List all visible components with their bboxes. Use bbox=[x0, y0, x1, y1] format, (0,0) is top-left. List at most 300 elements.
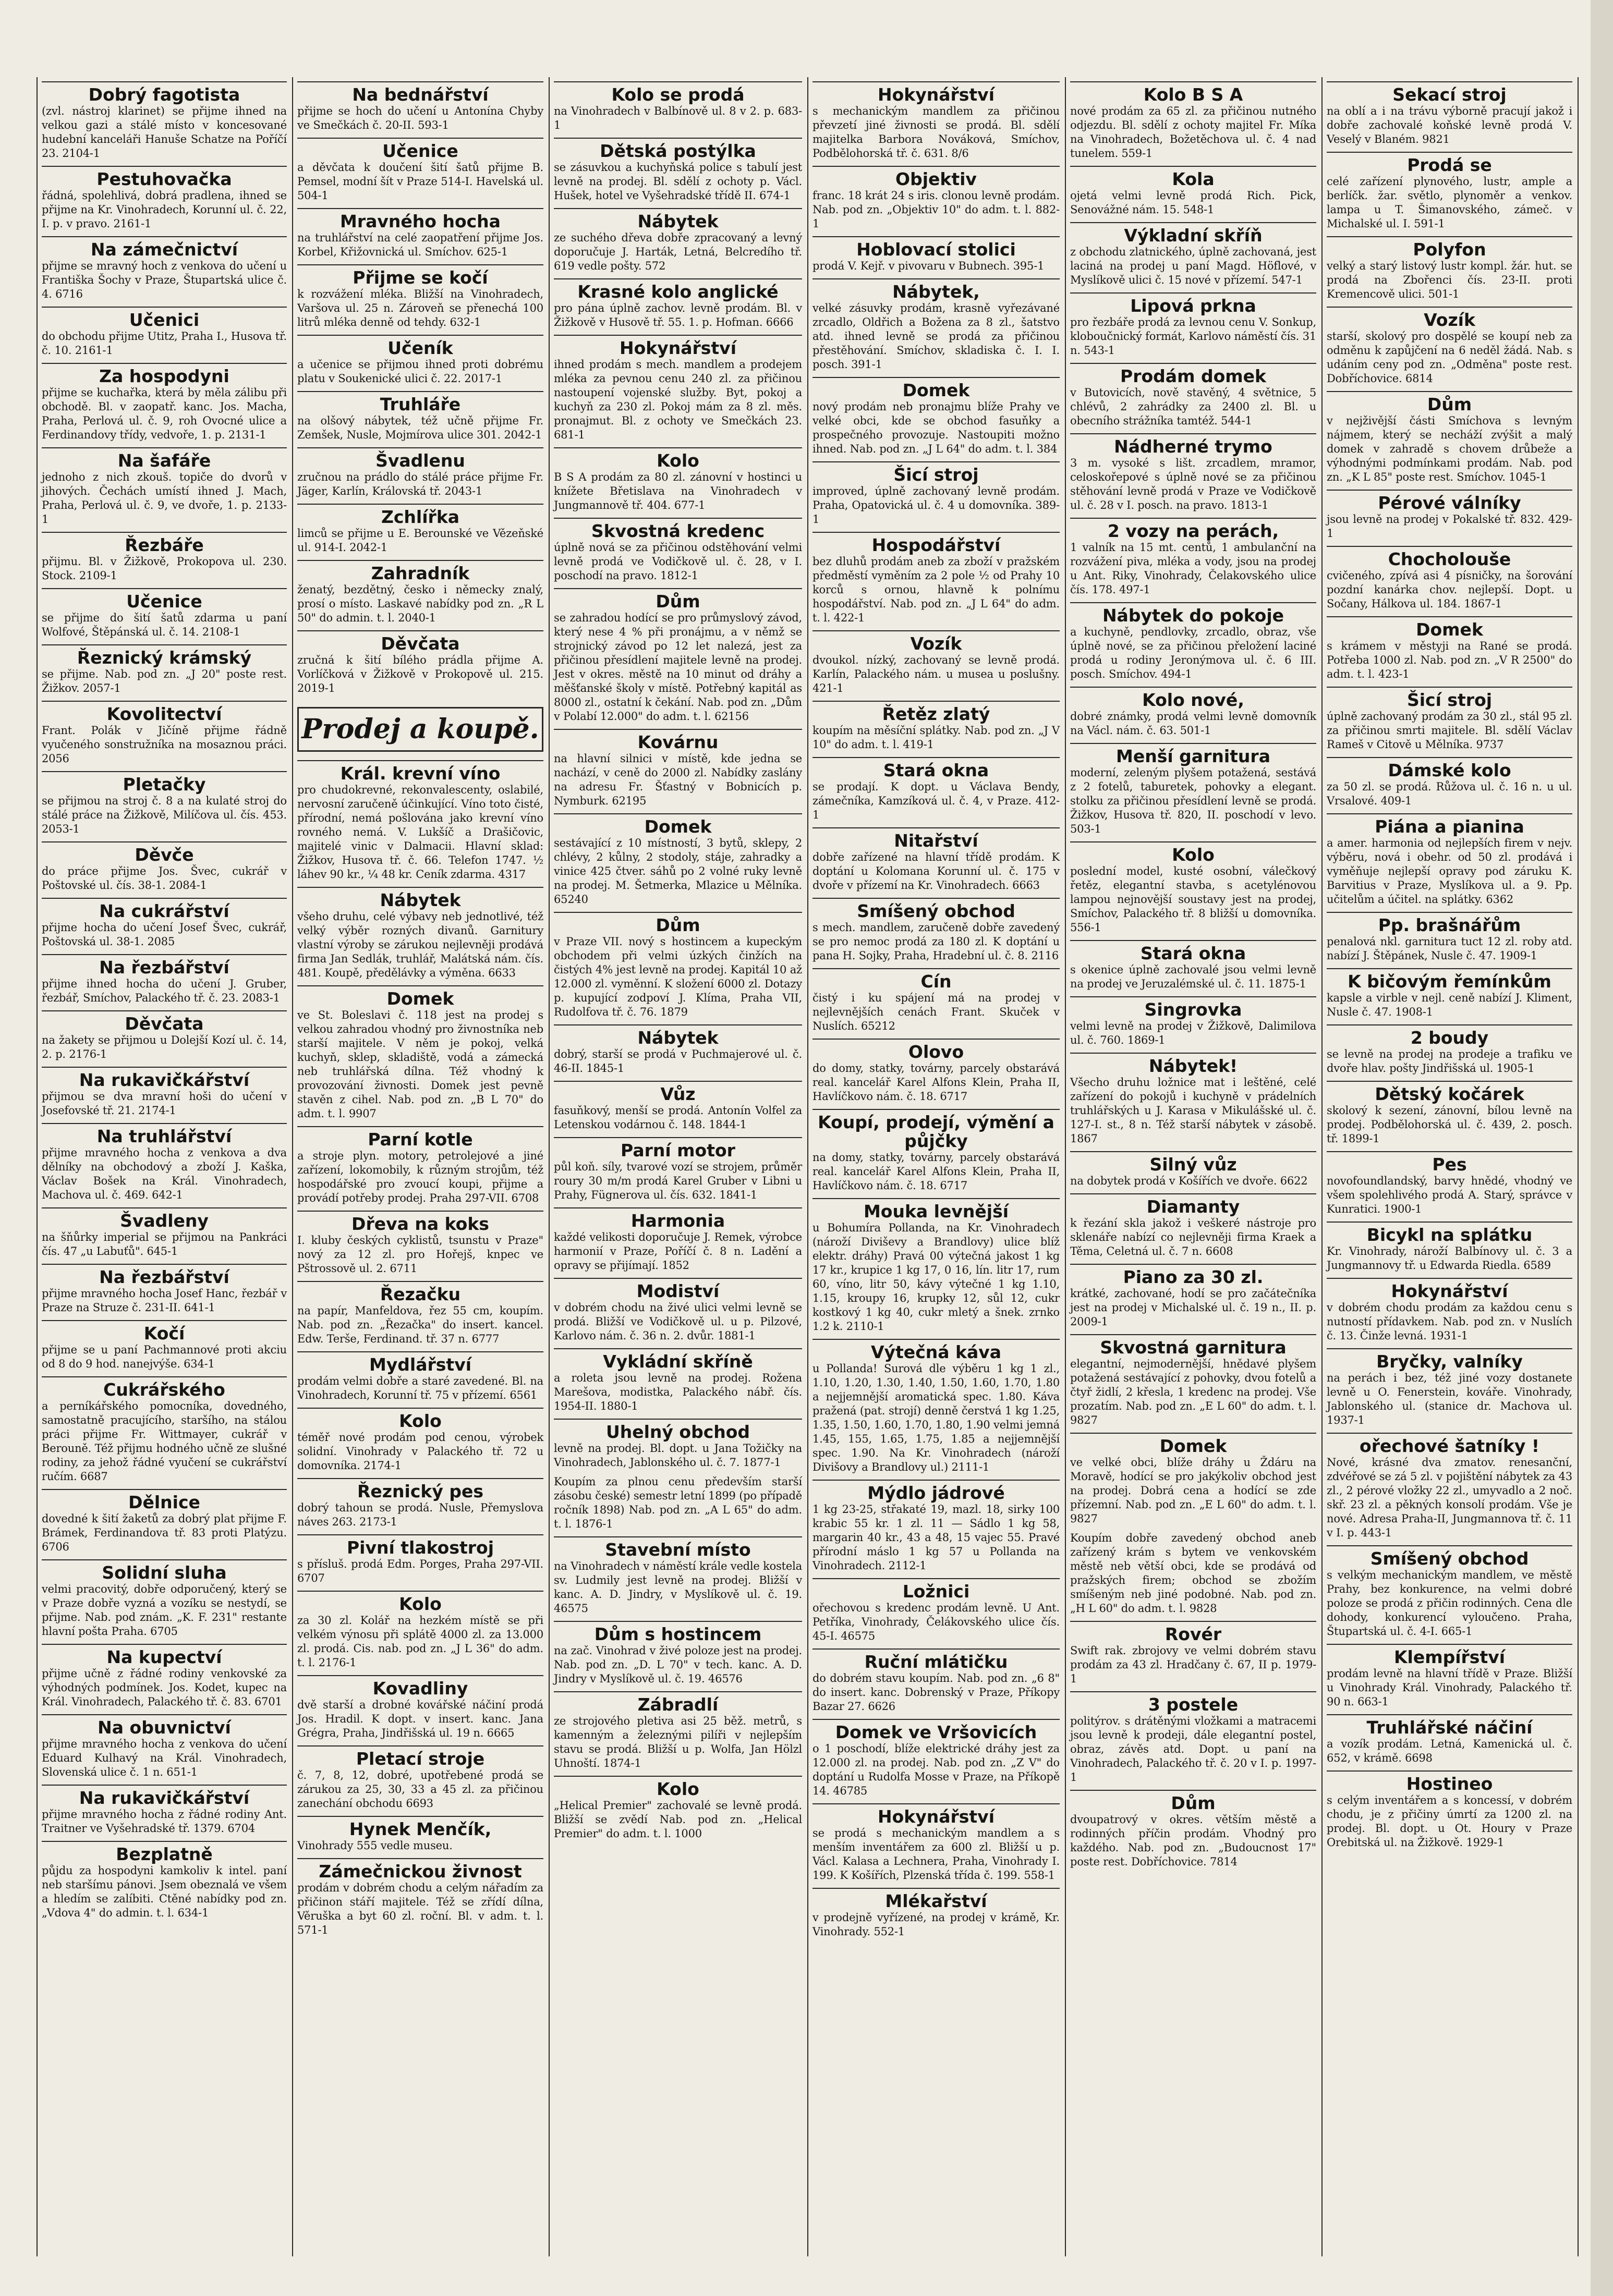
classified-ad bbox=[1070, 363, 1316, 428]
ad-heading: Lipová prkna bbox=[1070, 292, 1316, 315]
classified-ad bbox=[1327, 687, 1572, 752]
ad-body: a vozík prodám. Letná, Kamenická ul. č. 652, v krámě. 6698 bbox=[1327, 1738, 1572, 1764]
classified-ad bbox=[1070, 1053, 1316, 1146]
ad-heading: Silný vůz bbox=[1070, 1151, 1316, 1174]
ad-heading: Hynek Menčík, bbox=[297, 1816, 543, 1839]
ad-heading: Mouka levnější bbox=[812, 1198, 1060, 1221]
ad-body: velmi pracovitý, dobře odporučený, který se v Praze dobře vyzná a vozíku se nestydí, se přijme. Nab. pod znám. „K. F. 231" restante hlavní pošta Praha. 6705 bbox=[42, 1583, 287, 1638]
ad-body: na šňůrky imperial se přijmou na Pankráci čís. 47 „u Labuťů". 645-1 bbox=[42, 1231, 287, 1257]
ad-body: prodám levně na hlavní třídě v Praze. Bližší u Vinohrady Král. Vinohrady, Palackého tř. 90 n. 663-1 bbox=[1327, 1667, 1572, 1708]
ad-body: na oblí a i na trávu výborně pracují jakož i dobře zachovalé koňské levně prodá V. Veselý v Blaném. 9821 bbox=[1327, 105, 1572, 145]
ad-heading: Na šafáře bbox=[42, 447, 287, 470]
ad-body: za 50 zl. se prodá. Růžova ul. č. 16 n. u ul. Vrsalové. 409-1 bbox=[1327, 780, 1572, 807]
ad-heading: Kovadliny bbox=[297, 1675, 543, 1698]
ad-heading: Dům bbox=[554, 588, 802, 611]
ad-heading: Děvčata bbox=[42, 1010, 287, 1033]
classified-ad bbox=[554, 138, 802, 203]
ad-body: (zvl. nástroj klarinet) se přijme ihned na velkou gazi a stálé místo v koncesované hudební kanceláři Hanuše Schatze na Poříčí 23. 2104-1 bbox=[42, 105, 287, 160]
ad-body: jsou levně na prodej v Pokalské tř. 832. 429-1 bbox=[1327, 513, 1572, 540]
classified-ad bbox=[1327, 490, 1572, 541]
ad-heading: Skvostná kredenc bbox=[554, 518, 802, 541]
classified-ad bbox=[42, 1207, 287, 1259]
ad-body: řádná, spolehlivá, dobrá pradlena, ihned se přijme na Kr. Vinohradech, Korunní ul. č. 22, I. p. v pravo. 2161-1 bbox=[42, 189, 287, 230]
ad-body: přijme učně z řádné rodiny venkovské za výhodných podmínek. Jos. Kodet, kupec na Král. Vinohradech, Palackého tř. č. 83. 6701 bbox=[42, 1667, 287, 1708]
ad-heading: Objektiv bbox=[812, 166, 1060, 189]
ad-body: ojetá velmi levně prodá Rich. Pick, Senovážné nám. 15. 548-1 bbox=[1070, 189, 1316, 216]
classified-ad bbox=[1327, 1081, 1572, 1146]
classified-ad bbox=[42, 1841, 287, 1920]
ad-body: přijme se hoch do učení u Antonína Chyby ve Smečkách č. 20-II. 593-1 bbox=[297, 105, 543, 131]
classified-ad bbox=[1327, 1278, 1572, 1343]
ad-body: se prodají. K dopt. u Václava Bendy, zámečníka, Kamzíková ul. č. 4, v Praze. 412-1 bbox=[812, 780, 1060, 821]
ad-body: v Butovicích, nově stavěný, 4 světnice, 5 chlévů, 2 zahrádky za 2400 zl. Bl. u obecního strážníka tamtéž. 544-1 bbox=[1070, 386, 1316, 427]
ad-body: jednoho z nich zkouš. topiče do dvorů v jihových. Čechách umístí ihned J. Mach, Praha, Perlová ul. č. 9, ve dvoře, 1. p. 2133-1 bbox=[42, 471, 287, 526]
ad-heading: Dům bbox=[1070, 1790, 1316, 1813]
classified-ad bbox=[1070, 841, 1316, 935]
ad-body: Koupím dobře zavedený obchod aneb zařízený krám s bytem ve venkovském městě neb větší obci, kde se prodává od pražských firem; obchod se zbožím smíšeným neb jiné podobné. Nab. pod zn. „H L 60" do adm. t. l. 9828 bbox=[1070, 1532, 1316, 1615]
ad-body: s přísluš. prodá Edm. Porges, Praha 297-VII. 6707 bbox=[297, 1558, 543, 1584]
ad-body: z obchodu zlatnického, úplně zachovaná, jest laciná na prodej u paní Magd. Höflové, v Myslíkově ulici č. 15 nové v přízemí. 547-1 bbox=[1070, 246, 1316, 286]
ad-body: na truhlářství na celé zaopatření přijme Jos. Korbel, Křižovnická ul. Smíchov. 625-1 bbox=[297, 231, 543, 258]
ad-body: pro pána úplně zachov. levně prodám. Bl. v Žižkově v Husově tř. 55. 1. p. Hofman. 6666 bbox=[554, 302, 802, 328]
classified-ad bbox=[297, 335, 543, 386]
ad-heading: Šicí stroj bbox=[1327, 687, 1572, 710]
ad-heading: Na bednářství bbox=[297, 81, 543, 104]
ad-heading: Piána a pianina bbox=[1327, 813, 1572, 836]
ad-body: na domy, statky, továrny, parcely obstarává real. kancelář Karel Alfons Klein, Praha II, Havlíčkovo nám. č. 18. 6717 bbox=[812, 1151, 1060, 1192]
ad-body: pro chudokrevné, rekonvalescenty, oslabilé, nervosní zaručeně účinkující. Víno toto čisté, přírodní, nemá pošlována jako krevní víno rovného nemá. V. Lukšíč a Drašičovic, majitelé vinic v Dalmacii. Hlavní sklad: Žižkov, Husova tř. č. 66. Telefon 1747. ½ láhev 90 kr., ¼ 48 kr. Ceník zdarma. 4317 bbox=[297, 784, 543, 881]
ad-heading: Švadlenu bbox=[297, 447, 543, 470]
classified-ad bbox=[297, 887, 543, 980]
classified-ad bbox=[554, 1776, 802, 1841]
ad-body: v Praze VII. nový s hostincem a kupeckým obchodem při velmi úzkých činžích na čistých 4% jest levně na prodej. Kapitál 10 až 12.000 zl. vyměnní. K složení 6000 zl. Dotazy p. kupující zodpoví J. Klíma, Praha VII, Rudolfova tř. č. 76. 1879 bbox=[554, 935, 802, 1018]
classified-ad bbox=[554, 81, 802, 132]
classified-ad bbox=[812, 1480, 1060, 1573]
ad-body: přijme mravného hocha Josef Hanc, řezbář v Praze na Struze č. 231-II. 641-1 bbox=[42, 1287, 287, 1314]
ad-heading: Nábytek do pokoje bbox=[1070, 602, 1316, 625]
ad-heading: Dělnice bbox=[42, 1489, 287, 1512]
ad-heading: Harmonia bbox=[554, 1207, 802, 1230]
classified-ad bbox=[1327, 152, 1572, 231]
ad-heading: Diamanty bbox=[1070, 1193, 1316, 1216]
ad-body: s mechanickým mandlem za přičinou převzetí jiné živnosti se prodá. Bl. sdělí majitelka Barbora Nováková, Smíchov, Podbělohorská tř. č. 631. 8/6 bbox=[812, 105, 1060, 160]
ad-heading: Cín bbox=[812, 968, 1060, 991]
ad-heading: Kočí bbox=[42, 1320, 287, 1343]
ad-heading: Na kupectví bbox=[42, 1644, 287, 1667]
ad-heading: Piano za 30 zl. bbox=[1070, 1264, 1316, 1287]
ad-heading: Šicí stroj bbox=[812, 461, 1060, 484]
ad-body: a amer. harmonia od nejlepších firem v nejv. výběru, nová i obehr. od 50 zl. prodává i vyměňuje nejlepší opravy pod záruku K. Barvitius v Praze, Myslíkova ul. a 9. Pp. učitelům a účitel. na splátky. 6362 bbox=[1327, 837, 1572, 906]
classified-ad bbox=[1070, 166, 1316, 217]
classified-ad bbox=[42, 307, 287, 358]
ad-heading: Hostineo bbox=[1327, 1770, 1572, 1793]
classified-ad bbox=[812, 461, 1060, 527]
newspaper-page bbox=[37, 77, 1579, 2256]
ad-body: skolový k sezení, zánovní, bílou levně na prodej. Podbělohorská ul. č. 439, 2. posch. tř. 1899-1 bbox=[1327, 1104, 1572, 1145]
ad-heading: Za hospodyni bbox=[42, 363, 287, 386]
ad-heading: Hokynářství bbox=[1327, 1278, 1572, 1301]
ad-heading: 2 boudy bbox=[1327, 1024, 1572, 1047]
classified-ad bbox=[554, 1024, 802, 1076]
ad-heading: Krasné kolo anglické bbox=[554, 278, 802, 301]
ad-heading: Domek bbox=[1327, 616, 1572, 639]
ad-body: na žakety se přijmou u Dolejší Kozí ul. č. 14, 2. p. 2176-1 bbox=[42, 1034, 287, 1060]
classified-ad bbox=[297, 1211, 543, 1276]
classified-ad bbox=[554, 1278, 802, 1343]
ad-body: čistý i ku spájení má na prodej v nejlevnějších cenách Frant. Skuček v Nuslích. 65212 bbox=[812, 992, 1060, 1032]
ad-heading: Mydlářství bbox=[297, 1351, 543, 1374]
classified-ad bbox=[42, 1644, 287, 1709]
ad-body: 1 kg 23-25, střakaté 19, mazl. 18, sirky 100 krabic 55 kr. 1 zl. 11 — Sádlo 1 kg 58, margarin 40 kr., 43 a 48, 15 vajec 55. Pravé přírodní máslo 1 kg 57 u Pollanda na Vinohradech. 2112-1 bbox=[812, 1503, 1060, 1572]
ad-body: zručná k šití bílého prádla přijme A. Vorlíčková v Žižkově v Prokopově ul. 215. 2019-1 bbox=[297, 654, 543, 694]
ad-body: půl koň. síly, tvarové vozí se strojem, průměr roury 30 m/m prodá Karel Gruber v Libni u Prahy, Fügnerova ul. čís. 632. 1841-1 bbox=[554, 1161, 802, 1201]
ad-heading: Solidní sluha bbox=[42, 1559, 287, 1582]
ad-heading: Kovárnu bbox=[554, 729, 802, 752]
ad-body: politýrov. s drátěnými vložkami a matracemi jsou levně k prodeji, dále elegantní postel, obraz, závěs atd. Dopt. u paní na Vinohradech, Palackého tř. č. 20 v I. p. 1997-1 bbox=[1070, 1715, 1316, 1784]
ad-body: v prodejně vyřízené, na prodej v krámě, Kr. Vinohrady. 552-1 bbox=[812, 1911, 1060, 1938]
ad-heading: Chocholouše bbox=[1327, 546, 1572, 569]
ad-body: se přijme. Nab. pod zn. „J 20" poste rest. Žižkov. 2057-1 bbox=[42, 668, 287, 694]
classified-ad bbox=[554, 1207, 802, 1273]
ad-heading: Na řezbářství bbox=[42, 954, 287, 977]
ad-heading: Kolo B S A bbox=[1070, 81, 1316, 104]
ad-body: přijmou se dva mravní hoši do učení v Josefovské tř. 21. 2174-1 bbox=[42, 1090, 287, 1117]
ad-heading: Vykládní skříně bbox=[554, 1348, 802, 1371]
ad-heading: Dům s hostincem bbox=[554, 1621, 802, 1644]
ad-heading: Domek bbox=[1070, 1433, 1316, 1456]
ad-body: velmi levně na prodej v Žižkově, Dalimilova ul. č. 760. 1869-1 bbox=[1070, 1020, 1316, 1046]
classified-ad bbox=[42, 1714, 287, 1779]
classified-ad bbox=[554, 1621, 802, 1686]
classified-ad bbox=[42, 898, 287, 949]
classified-ad bbox=[554, 447, 802, 512]
ad-body: nový prodám neb pronajmu blíže Prahy ve velké obci, kde se obchod fasuňky a prospečného provozuje. Nastoupiti možno ihned. Nab. pod zn. „J L 64" do adm. t. l. 384 bbox=[812, 400, 1060, 455]
ad-heading: Stavební místo bbox=[554, 1536, 802, 1559]
classified-ad bbox=[297, 138, 543, 203]
ad-heading: Skvostná garnitura bbox=[1070, 1334, 1316, 1357]
ad-heading: Výkladní skříň bbox=[1070, 222, 1316, 245]
ad-body: dvoupatrový v okres. větším městě a rodinných příčin prodám. Vhodný pro každého. Nab. pod zn. „Budoucnost 17" poste rest. Dobříchovice. 7814 bbox=[1070, 1813, 1316, 1868]
ad-heading: Řezačku bbox=[297, 1281, 543, 1304]
ad-body: s mech. mandlem, zaručeně dobře zavedený se pro nemoc prodá za 180 zl. K doptání u pana H. Sojky, Praha, Hradební ul. č. 8. 2116 bbox=[812, 921, 1060, 962]
classified-ad bbox=[812, 1339, 1060, 1474]
ad-body: na Vinohradech v Balbínově ul. 8 v 2. p. 683-1 bbox=[554, 105, 802, 131]
ad-body: půjdu za hospodyni kamkoliv k intel. paní neb staršímu pánovi. Jsem obeznalá ve všem a hledím se zalíbiti. Ctěné nabídky pod zn. „Vdova 4" do admin. t. l. 634-1 bbox=[42, 1864, 287, 1919]
classified-ad bbox=[1327, 546, 1572, 611]
classified-ad bbox=[42, 236, 287, 301]
ad-heading: Pletačky bbox=[42, 771, 287, 794]
ad-heading: Na zámečnictví bbox=[42, 236, 287, 259]
classified-ad bbox=[812, 701, 1060, 752]
ad-body: „Helical Premier" zachovalé se levně prodá. Bližší se zvědí Nab. pod zn. „Helical Premier" do adm. t. l. 1000 bbox=[554, 1799, 802, 1840]
ad-body: všeho druhu, celé výbavy neb jednotlivé, též velký výběr rozných divanů. Garnitury vlastní výroby se zárukou nejlevněji prodává firma Jan Sedlák, truhlář, Malátská nám. čís. 481. Koupě, předělávky a výměna. 6633 bbox=[297, 910, 543, 979]
section-banner: Prodej a koupě. bbox=[297, 707, 543, 752]
ad-body: krátké, zachované, hodí se pro začátečníka jest na prodej v Michalské ul. č. 19 n., II. p. 2009-1 bbox=[1070, 1287, 1316, 1328]
classified-ad bbox=[297, 760, 543, 882]
classified-ad bbox=[1070, 1151, 1316, 1188]
classified-ad bbox=[1327, 1151, 1572, 1216]
ad-heading: Mýdlo jádrové bbox=[812, 1480, 1060, 1503]
ad-body: se přijmou na stroj č. 8 a na kulaté stroj do stálé práce na Žižkově, Milíčova ul. čís. 453. 2053-1 bbox=[42, 795, 287, 835]
classified-ad bbox=[297, 1126, 543, 1205]
ad-body: do domy, statky, továrny, parcely obstarává real. kancelář Karel Alfons Klein, Praha II, Havlíčkovo nám. č. 18. 6717 bbox=[812, 1062, 1060, 1103]
classified-ad bbox=[554, 1475, 802, 1531]
classified-ad bbox=[42, 1320, 287, 1371]
ad-heading: Stará okna bbox=[812, 757, 1060, 780]
ad-body: k rozvážení mléka. Bližší na Vinohradech, Varšova ul. 25 n. Zároveň se přenechá 100 litrů mléka denně od tehdy. 632-1 bbox=[297, 288, 543, 328]
ad-body: u Pollanda! Surová dle výběru 1 kg 1 zl., 1.10, 1.20, 1.30, 1.40, 1.50, 1.60, 1.70, 1.80 a nejjemnější aromatická spec. 1.80. Káva pražená (pat. strojí) denně čerstvá 1 kg 1.25, 1.35, 1.50, 1.60, 1.70, 1.80, 1.90 velmi jemná 1.45, 155, 1.65, 1.75, 1.85 a nejjemnější spec. 1.90. Na Kr. Vinohradech (nároží Divišovy a Brandlovy ul.) 2111-1 bbox=[812, 1362, 1060, 1473]
classified-ad bbox=[42, 1785, 287, 1836]
classified-ad bbox=[1070, 292, 1316, 358]
ad-body: poslední model, kusté osobní, válečkový řetěz, elegantní stavba, s acetylénovou lampou nejnovější soustavy jest na prodej, Smíchov, Palackého tř. 8 bližší u domovníka. 556-1 bbox=[1070, 865, 1316, 934]
ad-body: v dobrém chodu na živé ulici velmi levně se prodá. Bližší ve Vodičkově ul. u p. Pilzové, Karlovo nám. č. 36 n. 2. dvůr. 1881-1 bbox=[554, 1301, 802, 1342]
classified-ad bbox=[812, 968, 1060, 1033]
ad-body: přijmu. Bl. v Žižkově, Prokopova ul. 230. Stock. 2109-1 bbox=[42, 555, 287, 582]
ad-heading: Truhlářské náčiní bbox=[1327, 1714, 1572, 1737]
ad-body: elegantní, nejmodernější, hnědavé plyšem potažená sestávající z pohovky, dvou fotelů a čtyř židlí, 2 křesla, 1 kredenc na prodej. Vše prozatím. Nab. pod zn. „E L 60" do adm. t. l. 9827 bbox=[1070, 1358, 1316, 1426]
classified-ad bbox=[1070, 1531, 1316, 1616]
ad-heading: Na rukavičkářství bbox=[42, 1785, 287, 1808]
ad-body: na olšový nábytek, též učně přijme Fr. Zemšek, Nusle, Mojmírova ulice 301. 2042-1 bbox=[297, 414, 543, 441]
ad-heading: Olovo bbox=[812, 1039, 1060, 1061]
ad-body: se zásuvkou a kuchyňská police s tabulí jest levně na prodej. Bl. sdělí z ochoty p. Václ. Hušek, hotel ve Vyšehradské třídě II. 674-1 bbox=[554, 161, 802, 202]
classified-ad bbox=[1070, 81, 1316, 161]
ad-heading: Pérové válníky bbox=[1327, 490, 1572, 512]
ad-heading: Vozík bbox=[1327, 307, 1572, 329]
ad-body: Kr. Vinohrady, nároží Balbínovy ul. č. 3 a Jungmannovy tř. u Edwarda Riedla. 6589 bbox=[1327, 1245, 1572, 1272]
ad-heading: Přijme se kočí bbox=[297, 264, 543, 287]
classified-ad bbox=[554, 729, 802, 808]
classified-ad bbox=[1070, 602, 1316, 681]
classified-ad bbox=[1070, 1193, 1316, 1259]
classified-ad bbox=[812, 630, 1060, 695]
ad-body: prodá V. Kejř. v pivovaru v Bubnech. 395-1 bbox=[812, 260, 1045, 272]
ad-body: velký a starý listový lustr kompl. žár. hut. se prodá na Zbořenci čís. 23-II. proti Kremencově ulici. 501-1 bbox=[1327, 260, 1572, 300]
ad-body: a roleta jsou levně na prodej. Rožena Marešova, modistka, Palackého nábř. čís. 1954-II. 1880-1 bbox=[554, 1372, 802, 1412]
ad-body: prodám velmi dobře a staré zavedené. Bl. na Vinohradech, Korunní tř. 75 v přízemí. 6561 bbox=[297, 1375, 543, 1401]
ad-heading: Pletací stroje bbox=[297, 1745, 543, 1768]
ad-body: koupím na měsíční splátky. Nab. pod zn. „J V 10" do adm. t. l. 419-1 bbox=[812, 724, 1060, 751]
ad-heading: Hokynářství bbox=[554, 335, 802, 358]
classified-ad bbox=[42, 588, 287, 639]
ad-heading: Polyfon bbox=[1327, 236, 1572, 259]
classified-ad bbox=[297, 1816, 543, 1853]
ad-body: celé zařízení plynového, lustr, ample a berlíčk. žar. světlo, plynoměr a venkov. lampa u T. Šimanovského, zámeč. v Michalské ul. I. 591-1 bbox=[1327, 175, 1572, 230]
ad-heading: Cukrářského bbox=[42, 1376, 287, 1399]
ad-body: dobrý tahoun se prodá. Nusle, Přemyslova náves 263. 2173-1 bbox=[297, 1501, 543, 1528]
ad-body: improved, úplně zachovaný levně prodám. Praha, Opatovická ul. č. 4 u domovníka. 389-1 bbox=[812, 485, 1060, 526]
classified-ad bbox=[1070, 222, 1316, 287]
classified-ad bbox=[812, 757, 1060, 822]
ad-heading: Řeznický pes bbox=[297, 1478, 543, 1501]
classified-ad bbox=[1070, 1790, 1316, 1869]
classified-ad bbox=[812, 1039, 1060, 1104]
ad-heading: Král. krevní víno bbox=[297, 760, 543, 783]
classified-ad bbox=[812, 1719, 1060, 1798]
ad-heading: Bryčky, valníky bbox=[1327, 1348, 1572, 1371]
ad-body: na hlavní silnici v místě, kde jedna se nachází, v ceně do 2000 zl. Nabídky zaslány na adresu Fr. Šťastný v Bobnicích p. Nymburk. 62195 bbox=[554, 752, 802, 807]
ad-heading: Hokynářství bbox=[812, 81, 1060, 104]
ad-heading: 2 vozy na perách, bbox=[1070, 518, 1316, 541]
ad-heading: Parní motor bbox=[554, 1137, 802, 1160]
classified-ad bbox=[42, 841, 287, 893]
ad-heading: Pivní tlakostroj bbox=[297, 1534, 543, 1557]
ad-heading: Prodám domek bbox=[1070, 363, 1316, 386]
classified-ad bbox=[297, 1675, 543, 1740]
ad-heading: Nábytek! bbox=[1070, 1053, 1316, 1076]
classified-ad bbox=[297, 391, 543, 442]
ad-heading: Bicykl na splátku bbox=[1327, 1222, 1572, 1244]
ad-body: dovedné k šití žaketů za dobrý plat přijme F. Brámek, Ferdinandova tř. 83 proti Platýzu. 6706 bbox=[42, 1512, 287, 1553]
ad-heading: Mravného hocha bbox=[297, 208, 543, 231]
classified-ad bbox=[1327, 813, 1572, 907]
classified-ad bbox=[1327, 912, 1572, 963]
classified-ad bbox=[812, 278, 1060, 372]
ad-heading: Zchlířka bbox=[297, 504, 543, 527]
classified-ad bbox=[1070, 1691, 1316, 1785]
ad-body: ve velké obci, blíže dráhy u Ždáru na Moravě, hodící se pro jakýkoliv obchod jest na prodej. Dobrá cena a hodící se zde přízemní. Nab. pod zn. „E L 60" do adm. t. l. 9827 bbox=[1070, 1456, 1316, 1525]
ad-body: přijme mravného hocha z venkova a dva dělníky na obchodový a zboží J. Kaška, Václav Bošek na Král. Vinohradech, Machova ul. č. 469. 642-1 bbox=[42, 1146, 287, 1201]
ad-heading: Ložnici bbox=[812, 1578, 1060, 1601]
ad-body: B S A prodám za 80 zl. zánovní v hostinci u knížete Břetislava na Vinohradech v Jungmannově tř. 404. 677-1 bbox=[554, 471, 802, 511]
classified-ad bbox=[554, 1536, 802, 1616]
ad-heading: K bičovým řemínkům bbox=[1327, 968, 1572, 991]
classified-ad bbox=[42, 1559, 287, 1639]
ad-body: se levně na prodej na prodeje a trafiku ve dvoře hlav. pošty Jindřišská ul. 1905-1 bbox=[1327, 1048, 1572, 1074]
ad-heading: Domek bbox=[554, 813, 802, 836]
column-3 bbox=[550, 77, 808, 2256]
ad-body: na zač. Vinohrad v živé poloze jest na prodej. Nab. pod zn. „D. L 70" v tech. kanc. A. D. Jindry v Myslíkově ul. č. 19. 46576 bbox=[554, 1644, 802, 1685]
column-4 bbox=[808, 77, 1066, 2256]
ad-heading: Na rukavičkářství bbox=[42, 1067, 287, 1090]
ad-heading: Menší garnitura bbox=[1070, 743, 1316, 766]
classified-ad bbox=[1070, 1264, 1316, 1329]
ad-body: se přijme do šití šatů zdarma u paní Wolfové, Štěpánská ul. č. 14. 2108-1 bbox=[42, 612, 287, 638]
ad-heading: Sekací stroj bbox=[1327, 81, 1572, 104]
ad-body: sestávající z 10 místností, 3 bytů, sklepy, 2 chlévy, 2 kůlny, 2 stodoly, stáje, zahradky a vinice 425 čtver. sáhů po 2 volné ruky levně na prodej. M. Šetmerka, Mlazice u Mělníka. 65240 bbox=[554, 837, 802, 906]
classified-ad bbox=[297, 1408, 543, 1473]
classified-ad bbox=[554, 1419, 802, 1470]
ad-body: přijme ihned hocha do učení J. Gruber, řezbář, Smíchov, Palackého tř. č. 23. 2083-1 bbox=[42, 978, 287, 1004]
column-5 bbox=[1066, 77, 1323, 2256]
ad-body: ze strojového pletiva asi 25 běž. metrů, s kamenným a železnými pilíři v nejlepším stavu se prodá. Bližší u p. Wolfa, Jan Hölzl Uhnoští. 1874-1 bbox=[554, 1715, 802, 1769]
ad-body: k řezání skla jakož i veškeré nástroje pro sklenáře nabízí co nejlevněji firma Kraek a Těma, Celetná ul. č. 7 n. 6608 bbox=[1070, 1217, 1316, 1257]
ad-body: do práce přijme Jos. Švec, cukrář v Poštovské ul. čís. 38-1. 2084-1 bbox=[42, 865, 287, 891]
ad-body: s velkým mechanickým mandlem, ve městě Prahy, bez konkurence, na velmi dobré poloze se prodá z přičin rodinných. Cena dle dohody, konkurencí vyloučeno. Praha, Štupartská ul. č. 4-I. 665-1 bbox=[1327, 1569, 1572, 1638]
ad-heading: Výtečná káva bbox=[812, 1339, 1060, 1362]
ad-body: s okenice úplně zachovalé jsou velmi levně na prodej ve Jeruzalémské ul. č. 11. 1875-1 bbox=[1070, 963, 1316, 990]
ad-heading: Mlékařství bbox=[812, 1888, 1060, 1911]
classified-ad bbox=[812, 1578, 1060, 1643]
ad-body: přijme hocha do učení Josef Švec, cukrář, Poštovská ul. 38-1. 2085 bbox=[42, 921, 287, 948]
ad-heading: Pp. brašnářům bbox=[1327, 912, 1572, 935]
ad-body: fasuňkový, menší se prodá. Antonín Volfel za Letenskou vodárnou č. 148. 1844-1 bbox=[554, 1104, 802, 1131]
ad-body: přijme se u paní Pachmannové proti akciu od 8 do 9 hod. nanejvýše. 634-1 bbox=[42, 1344, 287, 1370]
ad-heading: Zábradlí bbox=[554, 1691, 802, 1714]
ad-heading: Na truhlářství bbox=[42, 1123, 287, 1146]
ad-body: úplně nová se za přičinou odstěhování velmi levně prodá ve Vodičkově ul. č. 28, v I. poschodí na pravo. 1812-1 bbox=[554, 541, 802, 582]
ad-heading: Kolo bbox=[297, 1591, 543, 1614]
classified-ad bbox=[812, 166, 1060, 231]
ad-heading: Domek bbox=[297, 985, 543, 1008]
ad-body: Všecho druhu ložnice mat i leštěné, celé zařízení do pokojů i kuchyně v prádelních truhlářských u J. Karasa v Mikulášské ul. č. 127-I. st., 8 n. Též starší nábytek v zásobě. 1867 bbox=[1070, 1076, 1316, 1145]
classified-ad bbox=[1070, 996, 1316, 1047]
ad-body: a perníkářského pomocníka, dovedného, samostatně pracujícího, staršího, na stálou práci přijme Fr. Wittmayer, cukrář v Berouně. Též přijmu hodného učně ze slušné rodiny, za jehož řádné vyučení se cukrářství ručím. 6687 bbox=[42, 1400, 287, 1483]
classified-ad bbox=[1327, 1644, 1572, 1709]
ad-body: Frant. Polák v Jičíně přijme řádně vyučeného sonstružníka na mosaznou práci. 2056 bbox=[42, 724, 287, 765]
ad-body: kapsle a virble v nejl. ceně nabízí J. Kliment, Nusle č. 47. 1908-1 bbox=[1327, 992, 1572, 1018]
classified-ad bbox=[1070, 518, 1316, 597]
ad-heading: Kolo bbox=[554, 447, 802, 470]
ad-body: a děvčata k doučení šití šatů přijme B. Pemsel, modní šít v Praze 514-I. Havelská ul. 504-1 bbox=[297, 161, 543, 202]
classified-ad bbox=[297, 985, 543, 1121]
ad-heading: Uhelný obchod bbox=[554, 1419, 802, 1442]
classified-ad bbox=[812, 81, 1060, 161]
ad-body: ve St. Boleslavi č. 118 jest na prodej s velkou zahradou vhodný pro živnostníka neb starší majitele. V něm je pokoj, velká kuchyň, sklep, skladiště, vodá a zámecká neb truhlářská dílna. Též vhodný k provozování živnosti. Domek jest pevně stavěn z cihel. Nab. pod zn. „B L 70" do adm. t. l. 9907 bbox=[297, 1009, 543, 1120]
ad-body: 3 m. vysoké s lišt. zrcadlem, mramor, celoskořepové s úplně nové se za přičinou stěhování levně prodá v Praze ve Vodičkově ul. č. 28 v I. posch. na pravo. 1813-1 bbox=[1070, 457, 1316, 511]
classified-ad bbox=[42, 363, 287, 442]
ad-heading: Stará okna bbox=[1070, 940, 1316, 963]
ad-heading: Zámečnickou živnost bbox=[297, 1858, 543, 1881]
classified-ad bbox=[42, 166, 287, 231]
classified-ad bbox=[42, 1123, 287, 1202]
classified-ad bbox=[297, 1858, 543, 1937]
ad-body: zručnou na prádlo do stálé práce přijme Fr. Jäger, Karlín, Královská tř. 2043-1 bbox=[297, 471, 543, 497]
column-1 bbox=[38, 77, 293, 2256]
classified-ad bbox=[1327, 968, 1572, 1019]
classified-ad bbox=[42, 447, 287, 527]
ad-heading: Vůz bbox=[554, 1081, 802, 1104]
ad-heading: Na řezbářství bbox=[42, 1264, 287, 1287]
ad-body: Swift rak. zbrojovy ve velmi dobrém stavu prodám za 43 zl. Hradčany č. 67, II p. 1979-1 bbox=[1070, 1644, 1316, 1685]
classified-ad bbox=[554, 335, 802, 442]
classified-ad bbox=[812, 236, 1060, 273]
ad-heading: Kolo bbox=[1070, 841, 1316, 864]
classified-ad bbox=[42, 1376, 287, 1484]
ad-body: levně na prodej. Bl. dopt. u Jana Tožičky na Vinohradech, Jablonského ul. č. 7. 1877-1 bbox=[554, 1442, 802, 1469]
ad-heading: Řezbáře bbox=[42, 532, 287, 555]
ad-body: ihned prodám s mech. mandlem a prodejem mléka za pevnou cenu 240 zl. za přičinou nastoupení vojenské služby. Byt, pokoj a kuchyň za 230 zl. Pokoj mám za 8 zl. měs. pronajmut. Bl. z ochoty ve Smečkách 23. 681-1 bbox=[554, 358, 802, 441]
classified-ad bbox=[42, 954, 287, 1005]
ad-heading: Ruční mlátičku bbox=[812, 1648, 1060, 1671]
ad-heading: Dětská postýlka bbox=[554, 138, 802, 161]
classified-ad bbox=[297, 707, 543, 752]
ad-heading: Dobrý fagotista bbox=[42, 81, 287, 104]
ad-heading: Dřeva na koks bbox=[297, 1211, 543, 1234]
ad-body: moderní, zeleným plyšem potažená, sestává z 2 fotelů, taburetek, pohovky a elegant. stolku za přičinou přesídlení levně se prodá. Žižkov, Husova tř. 820, II. poschodí v levo. 503-1 bbox=[1070, 766, 1316, 835]
classified-ad bbox=[42, 1010, 287, 1061]
ad-body: se prodá s mechanickým mandlem a s menším inventářem za 600 zl. Bližší u p. Václ. Kalasa a Lechnera, Praha, Vinohrady I. 199. K Košířích, Plzenská třída č. 199. 558-1 bbox=[812, 1827, 1060, 1882]
ad-body: franc. 18 krát 24 s iris. clonou levně prodám. Nab. pod zn. „Objektiv 10" do adm. t. l. 882-1 bbox=[812, 189, 1060, 230]
classified-ad bbox=[812, 1109, 1060, 1193]
ad-heading: Zahradník bbox=[297, 560, 543, 583]
classified-ad bbox=[1327, 1770, 1572, 1850]
classified-ad bbox=[297, 264, 543, 329]
ad-heading: Dětský kočárek bbox=[1327, 1081, 1572, 1104]
ad-body: s krámem v městyji na Rané se prodá. Potřeba 1000 zl. Nab. pod zn. „V R 2500" do adm. t. l. 423-1 bbox=[1327, 640, 1572, 680]
ad-body: a kuchyně, pendlovky, zrcadlo, obraz, vše úplně nové, se za přičinou přeložení laciné prodá u rodiny Jeronýmova ul. č. 6 III. posch. Smíchov. 494-1 bbox=[1070, 626, 1316, 680]
classified-ad bbox=[1327, 1545, 1572, 1639]
classified-ad bbox=[297, 1534, 543, 1585]
classified-ad bbox=[42, 1067, 287, 1118]
classified-ad bbox=[554, 912, 802, 1019]
ad-heading: Kolo bbox=[297, 1408, 543, 1431]
classified-ad bbox=[1327, 757, 1572, 808]
ad-heading: Učenici bbox=[42, 307, 287, 329]
ad-heading: Na cukrářství bbox=[42, 898, 287, 921]
ad-body: přijme se kuchařka, která by měla zálibu při obchodě. Bl. v zaopatř. kanc. Jos. Macha, Praha, Perlová ul. č. 9, roh Ovocné ulice a Ferdinandovy třídy, vedvoře, 1. p. 2131-1 bbox=[42, 386, 287, 441]
ad-body: se zahradou hodící se pro průmyslový závod, který nese 4 % při pronájmu, a v němž se strojnický závod po 12 let nalezá, jest za přičinou přesídlení majitele levně na prodej. Jest v okres. městě na 10 minut od dráhy a měšťanské školy v místě. Potřebný kapitál as 8000 zl., ostatní k čekání. Nab. pod zn. „Dům v Polabí 12.000" do adm. t. l. 62156 bbox=[554, 612, 802, 723]
